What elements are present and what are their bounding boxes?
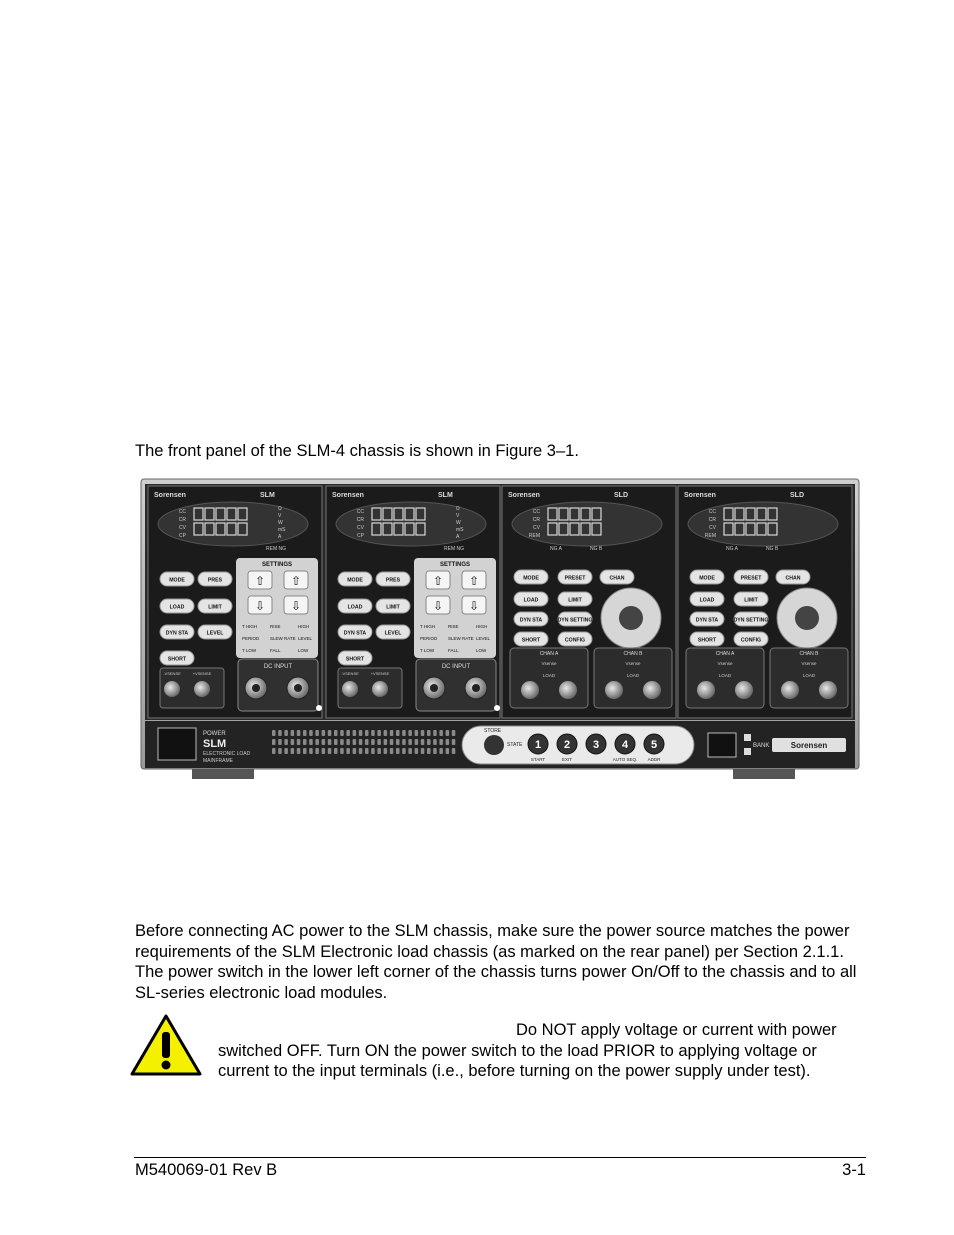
vent-slot (384, 730, 388, 736)
channel-label: CHAN B (799, 651, 819, 657)
indicator-label: CC (708, 509, 716, 515)
module-brand: Sorensen (332, 492, 364, 499)
arrow-glyph: ⇩ (290, 599, 302, 613)
vent-slot (452, 739, 456, 745)
vent-slot (415, 730, 419, 736)
indicator-label: CV (357, 525, 364, 531)
param-label: T HIGH (420, 624, 436, 629)
param-label: T HIGH (242, 624, 258, 629)
indicator-label: CR (708, 517, 716, 523)
indicator-label: CR (178, 517, 186, 523)
input-terminal (521, 681, 539, 699)
bank-up-button (744, 734, 751, 741)
panel-button-label: LIMIT (386, 604, 400, 611)
vent-slot (272, 730, 276, 736)
load-label: LOAD (802, 673, 816, 678)
vent-slot (408, 748, 412, 754)
panel-button-label: DYN STA (165, 630, 189, 637)
channel-a-panel (510, 648, 588, 708)
unit-label: Ω (456, 506, 460, 512)
ng-label: NG A (726, 546, 738, 552)
panel-button-label: SHORT (521, 637, 541, 644)
vent-slot (433, 748, 437, 754)
vent-slot (353, 730, 357, 736)
param-label: PERIOD (420, 636, 438, 641)
intro-paragraph: The front panel of the SLM-4 chassis is shown in Figure 3–1. (135, 442, 579, 460)
unit-label: mS (456, 527, 464, 533)
vent-slot (340, 739, 344, 745)
load-module-4 (678, 486, 852, 718)
vent-slot (334, 739, 338, 745)
vent-slot (377, 748, 381, 754)
panel-button-label: DYN STA (695, 617, 719, 624)
navigation-pad-center (619, 606, 643, 630)
indicator-label: CV (179, 525, 186, 531)
vent-slot (328, 748, 332, 754)
vent-slot (427, 730, 431, 736)
panel-button-label: LOAD (347, 604, 363, 611)
state-function-label: AUTO SEQ. (612, 757, 638, 762)
panel-button-label: CHAN (785, 575, 801, 582)
footer-doc-id: M540069-01 Rev B (135, 1161, 278, 1179)
footer-page-number: 3-1 (842, 1161, 866, 1179)
rem-ng-label: REM NG (444, 546, 464, 552)
navigation-pad-center (795, 606, 819, 630)
binding-post-hole (472, 684, 480, 692)
panel-button-label: LOAD (699, 597, 715, 604)
vent-slot (421, 748, 425, 754)
indicator-label: CC (356, 509, 364, 515)
vent-slot (353, 748, 357, 754)
vent-slot (446, 748, 450, 754)
bank-display (708, 733, 736, 757)
arrow-glyph: ⇩ (254, 599, 266, 613)
indicator-label: CC (178, 509, 186, 515)
unit-label: mS (278, 527, 286, 533)
ng-label: NG B (590, 546, 603, 552)
state-button-label: 1 (534, 739, 542, 751)
vent-slot (315, 748, 319, 754)
vent-slot (328, 730, 332, 736)
vent-slot (421, 730, 425, 736)
vent-slot (353, 739, 357, 745)
module-brand: Sorensen (684, 492, 716, 499)
panel-button-label: SHORT (345, 656, 365, 663)
vent-slot (390, 748, 394, 754)
vent-slot (284, 730, 288, 736)
vent-slot (322, 730, 326, 736)
vent-slot (297, 730, 301, 736)
panel-button-label: DYN STA (343, 630, 367, 637)
vent-slot (377, 739, 381, 745)
arrow-glyph: ⇩ (432, 599, 444, 613)
foot-left (192, 769, 254, 779)
vent-slot (365, 739, 369, 745)
param-label: SLEW RATE (270, 636, 296, 641)
vent-slot (303, 748, 307, 754)
vent-slot (439, 748, 443, 754)
vent-slot (346, 748, 350, 754)
channel-label: CHAN A (715, 651, 735, 657)
vent-slot (371, 739, 375, 745)
binding-post-hole (430, 684, 438, 692)
vent-slot (272, 748, 276, 754)
vent-slot (415, 739, 419, 745)
vent-slot (384, 739, 388, 745)
vent-slot (396, 739, 400, 745)
indicator-label: CP (179, 533, 186, 539)
vent-slot (452, 748, 456, 754)
dc-input-label: DC INPUT (263, 664, 293, 670)
vent-slot (334, 730, 338, 736)
vent-slot (384, 748, 388, 754)
param-label: RISE (448, 624, 459, 629)
vent-slot (421, 739, 425, 745)
panel-button-label: PRES (385, 577, 401, 584)
state-function-label: ADDR (647, 757, 661, 762)
vent-slot (439, 739, 443, 745)
state-button-label: 3 (592, 739, 600, 751)
param-label: PERIOD (242, 636, 260, 641)
vent-slot (359, 730, 363, 736)
arrow-glyph: ⇧ (290, 574, 302, 588)
module-brand: Sorensen (508, 492, 540, 499)
channel-a-panel (686, 648, 764, 708)
vent-slot (390, 739, 394, 745)
panel-button-label: LOAD (523, 597, 539, 604)
vent-slot (377, 730, 381, 736)
vent-slot (322, 739, 326, 745)
channel-b-panel (594, 648, 672, 708)
vent-slot (278, 748, 282, 754)
vent-slot (371, 730, 375, 736)
unit-label: W (456, 520, 461, 526)
vsense-label: Vsense (717, 661, 733, 666)
binding-post-hole (294, 684, 302, 692)
param-label: FALL (270, 648, 281, 653)
indicator-label: REM (528, 533, 540, 539)
vent-slot (402, 739, 406, 745)
vent-slot (309, 730, 313, 736)
input-terminal (781, 681, 799, 699)
vent-slot (291, 739, 295, 745)
vent-slot (446, 730, 450, 736)
vent-slot (365, 748, 369, 754)
panel-button-label: DYN STA (519, 617, 543, 624)
arrow-glyph: ⇧ (254, 574, 266, 588)
input-terminal (643, 681, 661, 699)
param-label: HIGH (298, 624, 310, 629)
vent-slot (272, 739, 276, 745)
vent-slot (433, 739, 437, 745)
vent-slot (340, 730, 344, 736)
channel-label: CHAN B (623, 651, 643, 657)
rem-ng-label: REM NG (266, 546, 286, 552)
indicator-label: CV (533, 525, 540, 531)
vent-slot (291, 748, 295, 754)
module-brand: Sorensen (154, 492, 186, 499)
load-label: LOAD (626, 673, 640, 678)
settings-label: SETTINGS (439, 562, 471, 568)
unit-label: A (456, 534, 460, 540)
vent-slot (415, 748, 419, 754)
vent-slot (303, 739, 307, 745)
unit-label: Ω (278, 506, 282, 512)
vent-slot (309, 748, 313, 754)
bank-down-button (744, 748, 751, 755)
panel-button-label: PRES (207, 577, 223, 584)
panel-button-label: MODE (347, 577, 363, 584)
channel-b-panel (770, 648, 848, 708)
indicator-label: CP (357, 533, 364, 539)
vent-slot (322, 748, 326, 754)
panel-button-label: DYN SETTING (733, 617, 769, 624)
indicator-label: CV (709, 525, 716, 531)
bnc-connector (342, 681, 358, 697)
module-model: SLM (260, 492, 275, 499)
arrow-glyph: ⇩ (468, 599, 480, 613)
panel-button-label: PRESET (740, 575, 762, 582)
vent-slot (452, 730, 456, 736)
bnc-connector (164, 681, 180, 697)
load-module-1 (148, 486, 322, 718)
panel-button-label: LIMIT (744, 597, 758, 604)
power-paragraph: Before connecting AC power to the SLM chassis, make sure the power source matches the power requirements of the SLM Electronic load chassis (as marked on the rear panel) per Section 2.1.1. The power switch in the lower left corner of the chassis turns power On/Off to the chassis and to all SL-series electronic load modules. (135, 922, 857, 1002)
param-label: T LOW (420, 648, 435, 653)
power-switch (158, 728, 196, 760)
vent-slot (284, 739, 288, 745)
panel-button-label: LIMIT (208, 604, 222, 611)
vent-slot (278, 739, 282, 745)
vent-slot (439, 730, 443, 736)
ng-label: NG A (550, 546, 562, 552)
vent-slot (427, 748, 431, 754)
mainframe-title: SLM (203, 738, 227, 750)
param-label: SLEW RATE (448, 636, 474, 641)
panel-button-label: CONFIG (564, 637, 586, 644)
vent-slot (396, 730, 400, 736)
vent-slot (365, 730, 369, 736)
module-model: SLD (790, 492, 804, 499)
vent-slot (278, 730, 282, 736)
load-module-3 (502, 486, 676, 718)
vent-slot (433, 730, 437, 736)
panel-button-label: LEVEL (206, 630, 224, 637)
vent-slot (402, 748, 406, 754)
module-model: SLM (438, 492, 453, 499)
indicator-label: CR (532, 517, 540, 523)
param-label: LOW (298, 648, 309, 653)
settings-label: SETTINGS (261, 562, 293, 568)
panel-button-label: MODE (523, 575, 539, 582)
mainframe-subtitle: ELECTRONIC LOAD (203, 751, 251, 757)
status-dot (494, 705, 500, 711)
bank-label: BANK (753, 743, 770, 749)
dc-input-label: DC INPUT (441, 664, 471, 670)
vent-slot (346, 730, 350, 736)
sense-label: -VSENSE (163, 671, 181, 676)
vent-slot (371, 748, 375, 754)
load-label: LOAD (542, 673, 556, 678)
vent-slot (309, 739, 313, 745)
panel-button-label: LOAD (169, 604, 185, 611)
arrow-glyph: ⇧ (432, 574, 444, 588)
state-function-label: START (530, 757, 546, 762)
vent-slot (427, 739, 431, 745)
vent-slot (346, 739, 350, 745)
unit-label: W (278, 520, 283, 526)
vent-slot (359, 748, 363, 754)
panel-button-label: MODE (699, 575, 715, 582)
mainframe-title-small: POWER (203, 731, 226, 737)
panel-button-label: PRESET (564, 575, 586, 582)
binding-post-hole (252, 684, 260, 692)
param-label: LEVEL (476, 636, 491, 641)
load-label: LOAD (718, 673, 732, 678)
vsense-label: Vsense (625, 661, 641, 666)
slm-front-panel-figure (140, 478, 860, 782)
vent-slot (328, 739, 332, 745)
panel-button-label: SHORT (697, 637, 717, 644)
status-dot (316, 705, 322, 711)
input-terminal (697, 681, 715, 699)
param-label: RISE (270, 624, 281, 629)
panel-button-label: MODE (169, 577, 185, 584)
store-button (484, 735, 504, 755)
unit-label: V (278, 513, 282, 519)
vent-slot (359, 739, 363, 745)
panel-button-label: SHORT (167, 656, 187, 663)
unit-label: V (456, 513, 460, 519)
vent-slot (284, 748, 288, 754)
warning-text (218, 1020, 858, 1082)
vent-slot (390, 730, 394, 736)
panel-button-label: LEVEL (384, 630, 402, 637)
store-label: STORE (484, 728, 502, 734)
sense-label: -VSENSE (341, 671, 359, 676)
input-terminal (735, 681, 753, 699)
ng-label: NG B (766, 546, 779, 552)
indicator-label: CC (532, 509, 540, 515)
panel-button-label: LIMIT (568, 597, 582, 604)
vent-slot (408, 739, 412, 745)
sense-label: +VSENSE (370, 671, 390, 676)
panel-button-label: DYN SETTING (557, 617, 593, 624)
param-label: FALL (448, 648, 459, 653)
panel-button-label: CONFIG (740, 637, 762, 644)
sorensen-badge-text: Sorensen (790, 741, 828, 750)
vent-slot (396, 748, 400, 754)
foot-right (733, 769, 795, 779)
state-button-label: 4 (621, 739, 629, 751)
unit-label: A (278, 534, 282, 540)
panel-button-label: CHAN (609, 575, 625, 582)
vent-slot (402, 730, 406, 736)
vent-slot (315, 739, 319, 745)
arrow-glyph: ⇧ (468, 574, 480, 588)
param-label: T LOW (242, 648, 257, 653)
vent-slot (297, 748, 301, 754)
footer-rule (134, 1157, 866, 1158)
vsense-label: Vsense (541, 661, 557, 666)
input-terminal (819, 681, 837, 699)
param-label: LEVEL (298, 636, 313, 641)
input-terminal (559, 681, 577, 699)
input-terminal (605, 681, 623, 699)
indicator-label: REM (704, 533, 716, 539)
bnc-connector (372, 681, 388, 697)
vent-slot (291, 730, 295, 736)
vent-slot (408, 730, 412, 736)
vent-slot (446, 739, 450, 745)
vent-slot (297, 739, 301, 745)
indicator-label: CR (356, 517, 364, 523)
warning-body: Do NOT apply voltage or current with power switched OFF. Turn ON the power switch to the load PRIOR to applying voltage or current to the input terminals (i.e., before turning on the power supply under test). (218, 1021, 837, 1080)
param-label: LOW (476, 648, 487, 653)
state-function-label: EXIT (561, 757, 573, 762)
state-button-label: 5 (650, 739, 658, 751)
module-model: SLD (614, 492, 628, 499)
vent-slot (303, 730, 307, 736)
vent-slot (334, 748, 338, 754)
sense-label: +VSENSE (192, 671, 212, 676)
warning-icon (129, 1013, 203, 1077)
param-label: HIGH (476, 624, 488, 629)
state-label: STATE (507, 742, 523, 748)
vsense-label: Vsense (801, 661, 817, 666)
vent-slot (340, 748, 344, 754)
mainframe-subtitle2: MAINFRAME (203, 758, 233, 764)
vent-slot (315, 730, 319, 736)
state-button-label: 2 (563, 739, 571, 751)
load-module-2 (326, 486, 500, 718)
channel-label: CHAN A (539, 651, 559, 657)
bnc-connector (194, 681, 210, 697)
